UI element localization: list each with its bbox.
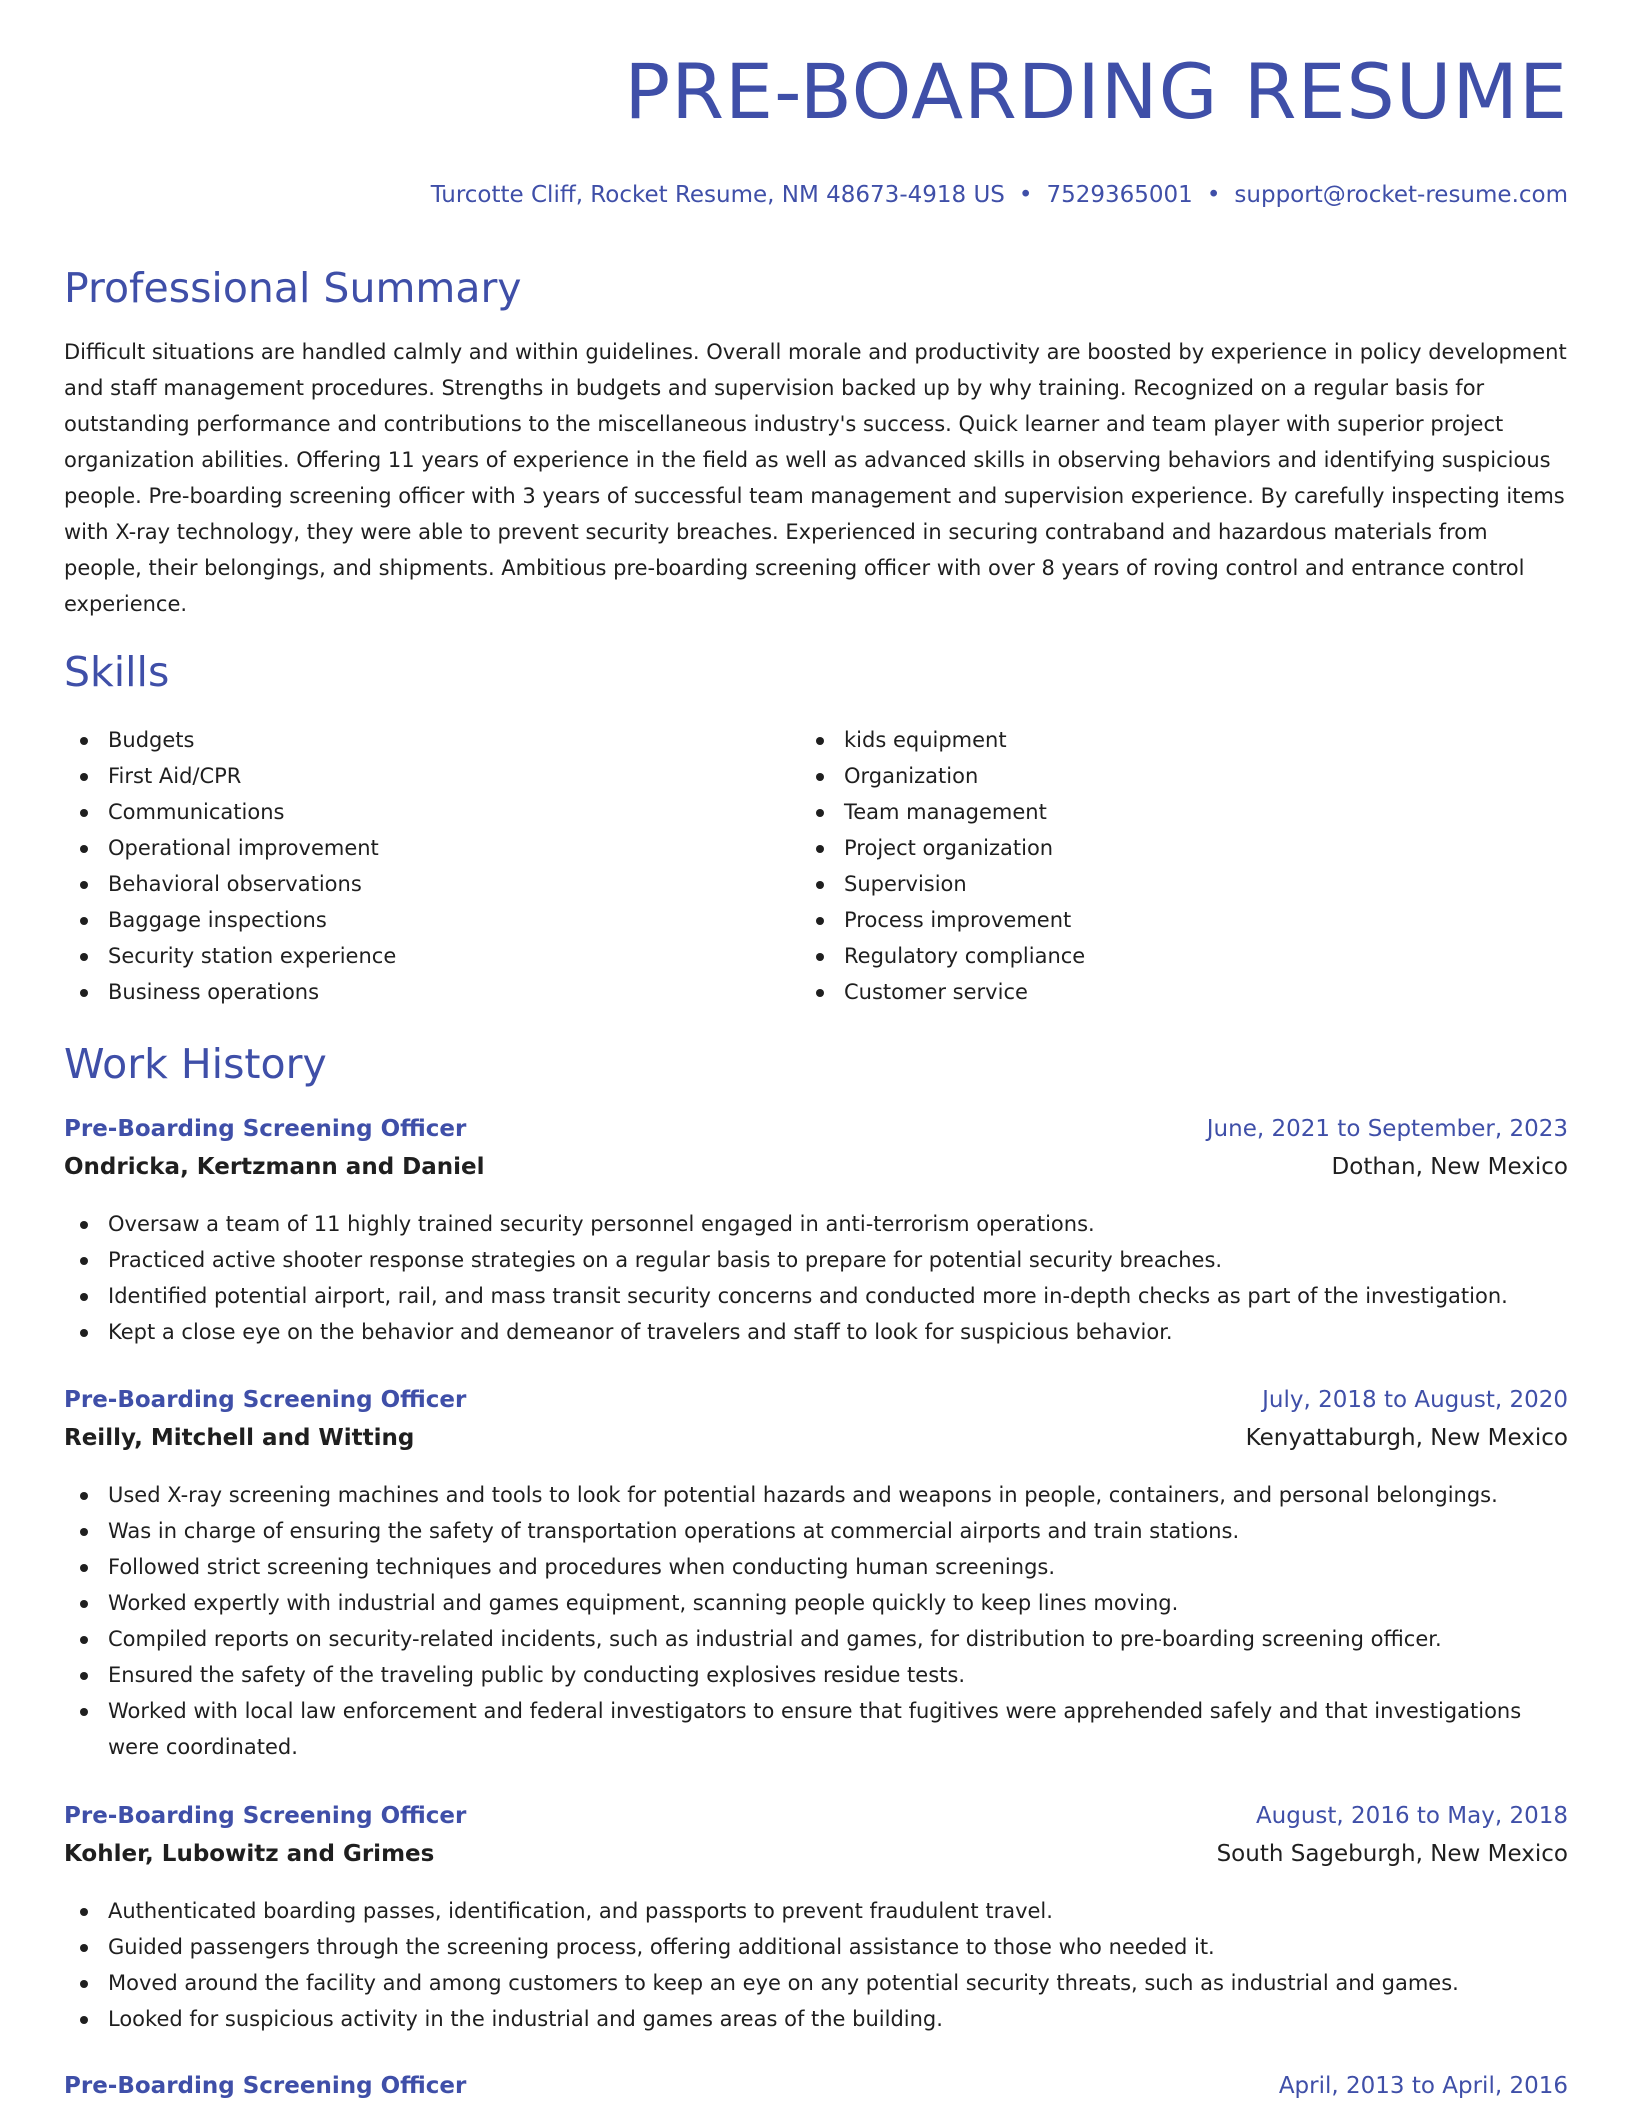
skills-list-left	[64, 722, 764, 1010]
contact-address: Turcotte Cliff, Rocket Resume, NM 48673-4918 US	[430, 182, 1005, 208]
skill-item: First Aid/CPR	[64, 758, 764, 794]
contact-phone: 7529365001	[1046, 182, 1193, 208]
skill-item: Supervision	[800, 866, 1500, 902]
job-bullets	[64, 1477, 1568, 1765]
skill-item: Operational improvement	[64, 830, 764, 866]
skill-item: Communications	[64, 794, 764, 830]
skill-item: Baggage inspections	[64, 902, 764, 938]
job-dates: April, 2013 to April, 2016	[1278, 2073, 1568, 2099]
job-dates: August, 2016 to May, 2018	[1255, 1803, 1568, 1829]
skill-item: Business operations	[64, 974, 764, 1010]
job-entry	[64, 2073, 1568, 2111]
job-bullet: Ensured the safety of the traveling public by conducting explosives residue tests.	[64, 1657, 1568, 1693]
skill-item: Security station experience	[64, 938, 764, 974]
job-title: Pre-Boarding Screening Officer	[64, 1387, 467, 1413]
job-entry	[64, 1116, 1568, 1350]
skill-item: Regulatory compliance	[800, 938, 1500, 974]
job-bullet: Worked with local law enforcement and federal investigators to ensure that fugitives were apprehended safely and that investigations were coordinated.	[64, 1693, 1568, 1765]
job-company: Reilly, Mitchell and Witting	[64, 1425, 415, 1451]
summary-heading: Professional Summary	[64, 264, 522, 312]
job-bullet: Worked expertly with industrial and games equipment, scanning people quickly to keep lines moving.	[64, 1585, 1568, 1621]
skill-item: Organization	[800, 758, 1500, 794]
job-company: Kohler, Lubowitz and Grimes	[64, 1841, 435, 1867]
job-bullets	[64, 1893, 1568, 2037]
contact-separator: •	[1206, 182, 1221, 208]
job-bullet: Followed strict screening techniques and procedures when conducting human screenings.	[64, 1549, 1568, 1585]
skill-item: Process improvement	[800, 902, 1500, 938]
summary-text: Difficult situations are handled calmly and within guidelines. Overall morale and productivity are boosted by experience in policy development and staff management procedures. Strengths in budgets and supervision backed up by why training. Recognized on a regular basis for outstanding performance and contributions to the miscellaneous industry's success. Quick learner and team player with superior project organization abilities. Offering 11 years of experience in the field as well as advanced skills in observing behaviors and identifying suspicious people. Pre-boarding screening officer with 3 years of successful team management and supervision experience. By carefully inspecting items with X-ray technology, they were able to prevent security breaches. Experienced in securing contraband and hazardous materials from people, their belongings, and shipments. Ambitious pre-boarding screening officer with over 8 years of roving control and entrance control experience.	[64, 340, 1567, 616]
job-bullet: Was in charge of ensuring the safety of transportation operations at commercial airports and train stations.	[64, 1513, 1568, 1549]
job-bullet: Compiled reports on security-related incidents, such as industrial and games, for distribution to pre-boarding screening officer.	[64, 1621, 1568, 1657]
job-bullet: Oversaw a team of 11 highly trained security personnel engaged in anti-terrorism operations.	[64, 1206, 1568, 1242]
job-location: South Sageburgh, New Mexico	[1216, 1841, 1568, 1867]
skill-item: Team management	[800, 794, 1500, 830]
skill-item: kids equipment	[800, 722, 1500, 758]
job-bullet: Used X-ray screening machines and tools to look for potential hazards and weapons in people, containers, and personal belongings.	[64, 1477, 1568, 1513]
job-dates: July, 2018 to August, 2020	[1262, 1387, 1568, 1413]
job-title: Pre-Boarding Screening Officer	[64, 1116, 467, 1142]
job-bullets	[64, 1206, 1568, 1350]
job-location: Dothan, New Mexico	[1331, 1154, 1568, 1180]
work-history-heading: Work History	[64, 1040, 327, 1088]
job-title: Pre-Boarding Screening Officer	[64, 2073, 467, 2099]
job-bullet: Guided passengers through the screening process, offering additional assistance to those who needed it.	[64, 1929, 1568, 1965]
job-location: Kenyattaburgh, New Mexico	[1245, 1425, 1568, 1451]
skills-heading: Skills	[64, 648, 170, 696]
contact-email[interactable]: support@rocket-resume.com	[1234, 182, 1568, 208]
skill-item: Customer service	[800, 974, 1500, 1010]
job-title: Pre-Boarding Screening Officer	[64, 1803, 467, 1829]
job-bullet: Identified potential airport, rail, and mass transit security concerns and conducted more in-depth checks as part of the investigation.	[64, 1278, 1568, 1314]
resume-name: PRE-BOARDING RESUME	[624, 47, 1568, 136]
skill-item: Budgets	[64, 722, 764, 758]
skills-list-right	[800, 722, 1500, 1010]
job-entry	[64, 1387, 1568, 1765]
job-bullet: Practiced active shooter response strategies on a regular basis to prepare for potential security breaches.	[64, 1242, 1568, 1278]
job-dates: June, 2021 to September, 2023	[1206, 1116, 1568, 1142]
contact-separator: •	[1018, 182, 1033, 208]
skill-item: Behavioral observations	[64, 866, 764, 902]
skill-item: Project organization	[800, 830, 1500, 866]
job-entry	[64, 1803, 1568, 2037]
contact-line	[431, 182, 1568, 210]
job-bullet: Authenticated boarding passes, identification, and passports to prevent fraudulent travel.	[64, 1893, 1568, 1929]
job-bullet: Looked for suspicious activity in the industrial and games areas of the building.	[64, 2001, 1568, 2037]
job-bullet: Moved around the facility and among customers to keep an eye on any potential security threats, such as industrial and games.	[64, 1965, 1568, 2001]
job-bullet: Kept a close eye on the behavior and demeanor of travelers and staff to look for suspicious behavior.	[64, 1314, 1568, 1350]
job-company: Ondricka, Kertzmann and Daniel	[64, 1154, 485, 1180]
